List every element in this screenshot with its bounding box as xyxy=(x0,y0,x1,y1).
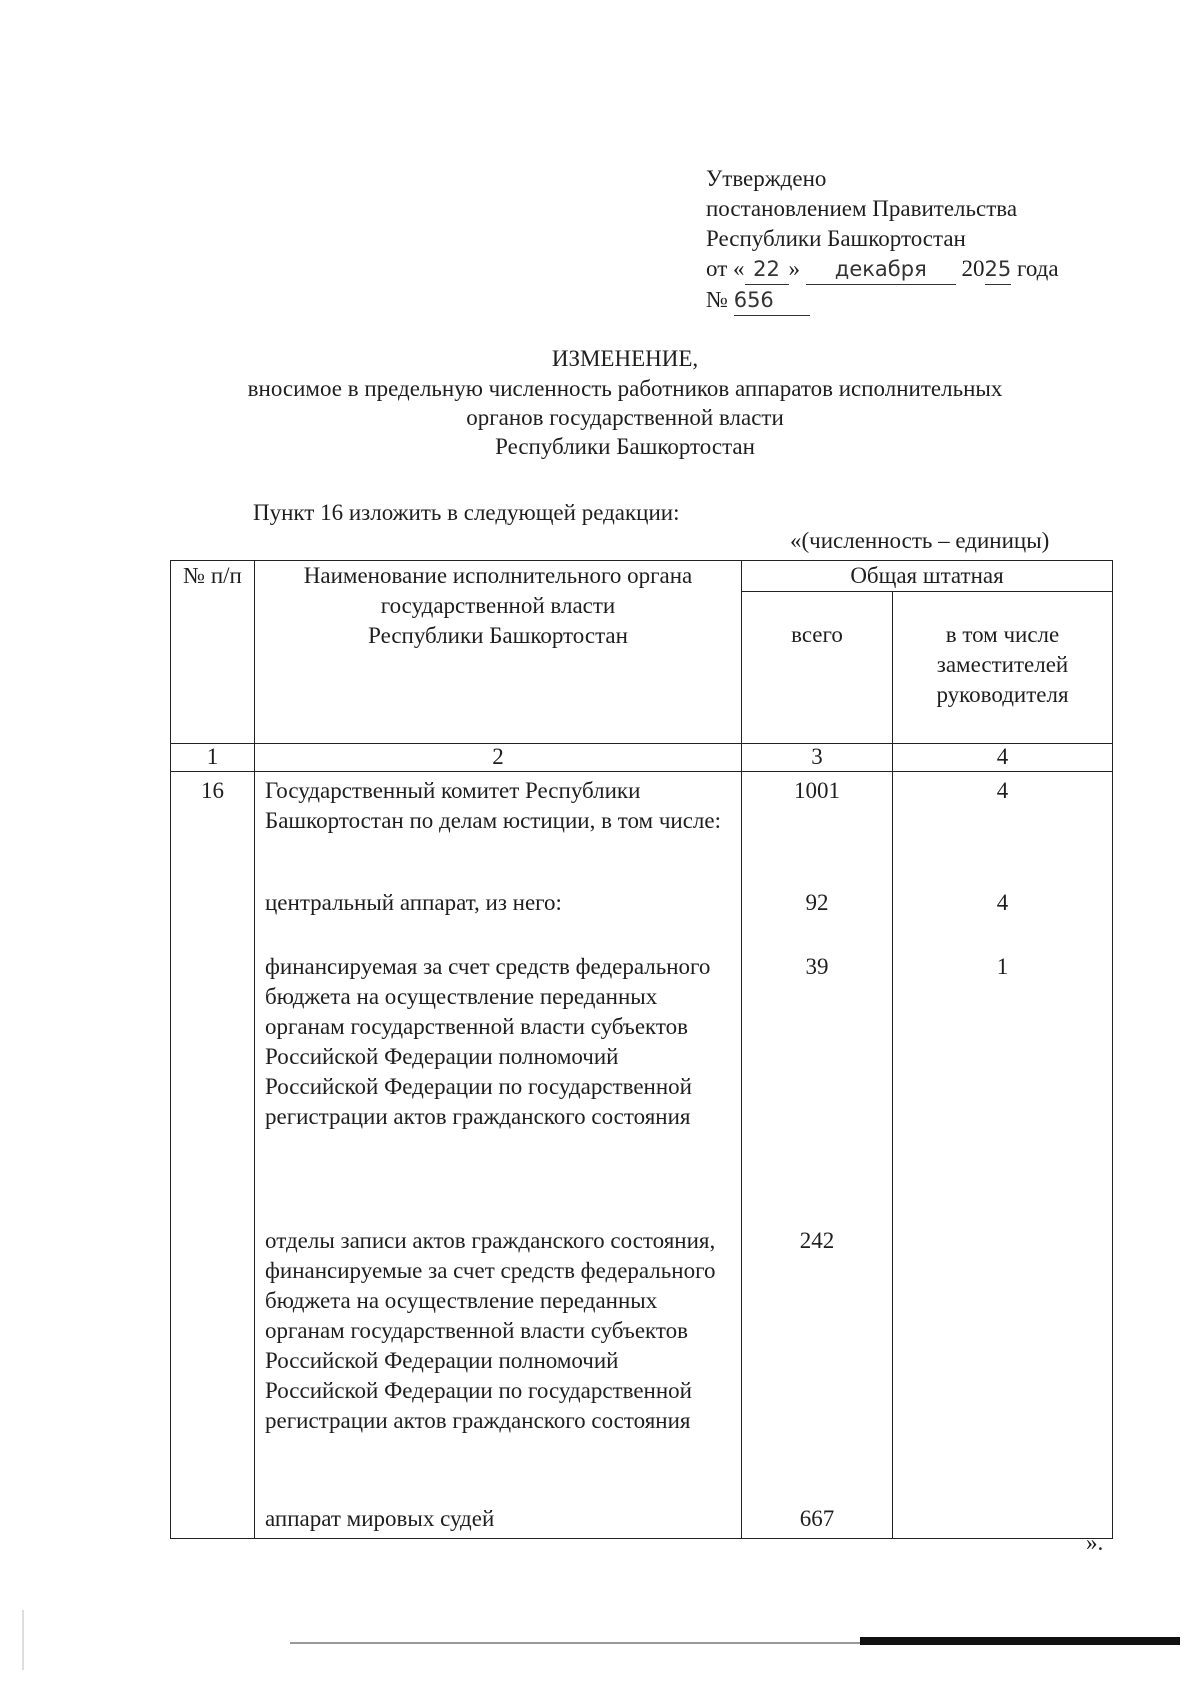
header-name-line-3: Республики Башкортостан xyxy=(368,623,628,648)
date-year-suffix: 25 xyxy=(985,254,1012,285)
header-deputies xyxy=(893,592,1113,744)
item-deputies-2: 1 xyxy=(996,954,1009,979)
number-prefix: № xyxy=(706,287,728,312)
staff-table xyxy=(170,560,1113,1539)
item-deputies-4 xyxy=(893,1500,1112,1538)
item-name-1: центральный аппарат, из него: xyxy=(265,890,562,915)
date-year-word: года xyxy=(1016,256,1059,281)
date-prefix: от « xyxy=(706,256,745,281)
row-names-cell xyxy=(255,772,742,1539)
number-value: 656 xyxy=(734,285,810,316)
item-deputies-3 xyxy=(893,1222,1112,1500)
header-deputies-line-1: в том числе xyxy=(945,622,1060,647)
header-deputies-line-3: руководителя xyxy=(936,682,1069,707)
date-month: декабря xyxy=(806,254,956,285)
date-year-prefix: 20 xyxy=(961,256,985,281)
units-note: «(численность – единицы) xyxy=(790,528,1050,553)
header-name-line-1: Наименование исполнительного органа xyxy=(303,563,693,588)
closing-quote: ». xyxy=(1086,1530,1104,1555)
scan-margin-mark xyxy=(22,1610,24,1670)
document-title-line-2: органов государственной власти xyxy=(466,405,784,430)
column-number-row xyxy=(171,744,1113,772)
header-row-1 xyxy=(171,561,1113,592)
approval-line-2: постановлением Правительства xyxy=(706,196,1018,221)
item-deputies-0: 4 xyxy=(996,778,1009,803)
approval-number xyxy=(706,285,1126,316)
header-name-line-2: государственной власти xyxy=(380,593,616,618)
item-name-3: отделы записи актов гражданского состояния, финансируемые за счет средств федерального бюджета на осуществление переданных органам государственной власти субъектов Российской Федерации полномочий Российской Федерации по государственной регистрации актов гражданского состояния xyxy=(265,1228,716,1433)
item-total-1: 92 xyxy=(805,890,829,915)
document-title-line-3: Республики Башкортостан xyxy=(495,434,755,459)
header-deputies-line-2: заместителей xyxy=(936,652,1069,677)
row-deputies-cell xyxy=(893,772,1113,1539)
col-number-4: 4 xyxy=(893,744,1113,772)
item-total-4: 667 xyxy=(799,1506,835,1531)
row-num-cell xyxy=(171,772,255,1539)
date-mid: » xyxy=(788,256,800,281)
item-name-2: финансируемая за счет средств федерального бюджета на осуществление переданных органам государственной власти субъектов Российской Федерации полномочий Российской Федерации по государственной регистрации актов гражданского состояния xyxy=(265,954,711,1129)
col-number-1: 1 xyxy=(171,744,255,772)
item-total-2: 39 xyxy=(805,954,829,979)
approval-line-1: Утверждено xyxy=(706,166,827,191)
date-day: 22 xyxy=(745,254,789,285)
row-totals-cell xyxy=(742,772,893,1539)
approval-date xyxy=(706,254,1126,285)
approval-line-3: Республики Башкортостан xyxy=(706,226,966,251)
col-number-3: 3 xyxy=(742,744,893,772)
header-total: всего xyxy=(742,592,893,744)
header-num: № п/п xyxy=(171,561,255,744)
scan-edge-bar xyxy=(860,1637,1180,1645)
item-name-0: Государственный комитет Республики Башкортостан по делам юстиции, в том числе: xyxy=(265,778,721,833)
item-total-3: 242 xyxy=(799,1228,835,1253)
col-number-2: 2 xyxy=(255,744,742,772)
item-deputies-1: 4 xyxy=(996,890,1009,915)
row-number: 16 xyxy=(201,778,224,803)
approval-block xyxy=(706,164,1126,316)
table-row xyxy=(171,772,1113,1539)
item-name-4: аппарат мировых судей xyxy=(265,1506,495,1531)
document-title-line-1: вносимое в предельную численность работников аппаратов исполнительных xyxy=(247,376,1003,401)
item-total-0: 1001 xyxy=(794,778,840,803)
document-heading: ИЗМЕНЕНИЕ, xyxy=(551,346,699,371)
header-group: Общая штатная xyxy=(742,561,1113,592)
intro-text: Пункт 16 изложить в следующей редакции: xyxy=(253,500,680,525)
header-name xyxy=(255,561,742,744)
